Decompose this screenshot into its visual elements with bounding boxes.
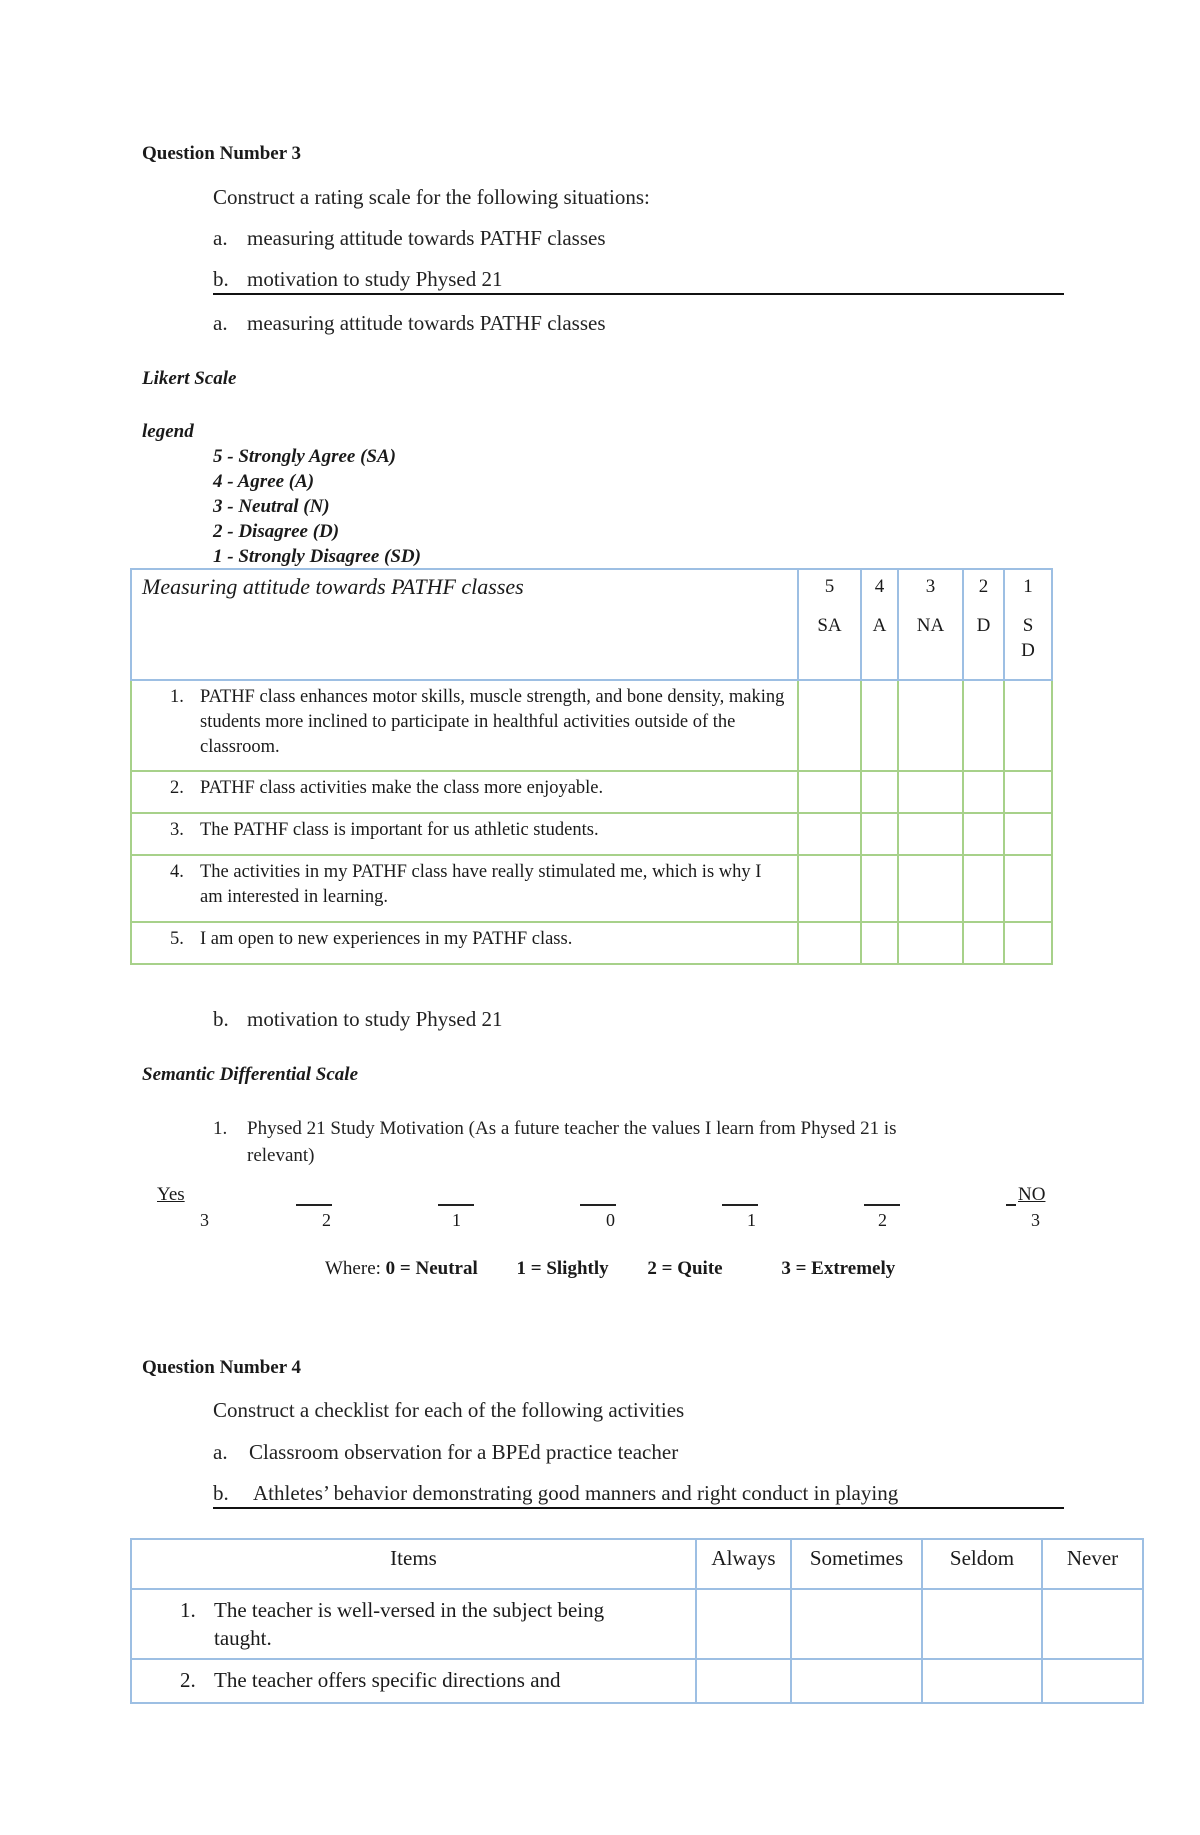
check-cell[interactable] — [791, 1589, 922, 1659]
checklist-item — [131, 1659, 696, 1703]
item-number: 5. — [170, 929, 184, 949]
legend-heading: legend — [142, 421, 194, 442]
table-row — [131, 813, 1052, 855]
rating-cell[interactable] — [963, 922, 1004, 964]
check-cell[interactable] — [791, 1659, 922, 1703]
rating-cell[interactable] — [898, 680, 963, 771]
checklist-header-row — [131, 1539, 1143, 1589]
scale-key — [325, 1258, 895, 1280]
sd-right-anchor: NO — [1018, 1184, 1046, 1205]
rating-cell[interactable] — [898, 922, 963, 964]
sd-item-line1: Physed 21 Study Motivation (As a future teacher the values I learn from Physed 21 is — [247, 1118, 897, 1139]
item-number: 1. — [180, 1598, 196, 1622]
check-cell[interactable] — [696, 1589, 791, 1659]
check-cell[interactable] — [922, 1589, 1042, 1659]
check-cell[interactable] — [696, 1659, 791, 1703]
scale-key-prefix: Where: — [325, 1258, 381, 1279]
sd-number: 1 — [452, 1210, 461, 1230]
check-cell[interactable] — [1042, 1659, 1143, 1703]
table-row — [131, 855, 1052, 922]
column-header: Sometimes — [791, 1539, 922, 1589]
rating-cell[interactable] — [1004, 813, 1052, 855]
item-number: 2. — [180, 1668, 196, 1692]
item-number: 2. — [170, 778, 184, 798]
scale-abbr: D — [976, 615, 991, 636]
q4-item-a — [213, 1440, 678, 1465]
sd-number: 1 — [747, 1210, 756, 1230]
table-row — [131, 1659, 1143, 1703]
q3-item-a — [213, 226, 606, 251]
table-row — [131, 922, 1052, 964]
likert-item — [131, 855, 798, 922]
scale-abbr: A — [872, 615, 887, 636]
rating-cell[interactable] — [861, 680, 898, 771]
list-text: motivation to study Physed 21 — [247, 1007, 503, 1031]
sd-number: 2 — [878, 1210, 887, 1230]
scale-abbr: S D — [1021, 615, 1035, 661]
item-number: 3. — [170, 820, 184, 840]
scale-abbr: NA — [916, 615, 945, 636]
list-text: measuring attitude towards PATHF classes — [247, 226, 606, 250]
item-number: 1. — [170, 687, 184, 707]
question-4-instruction: Construct a checklist for each of the following activities — [213, 1398, 685, 1422]
question-3-instruction: Construct a rating scale for the following situations: — [213, 185, 650, 209]
sd-blank[interactable] — [438, 1204, 474, 1206]
rating-cell[interactable] — [1004, 922, 1052, 964]
rating-cell[interactable] — [861, 922, 898, 964]
scale-number: 4 — [874, 576, 885, 597]
rating-cell[interactable] — [798, 813, 861, 855]
sd-blank[interactable] — [722, 1204, 758, 1206]
sd-item-line2: relevant) — [247, 1145, 315, 1166]
rating-cell[interactable] — [1004, 680, 1052, 771]
rating-cell[interactable] — [798, 680, 861, 771]
list-text: measuring attitude towards PATHF classes — [247, 311, 606, 335]
item-number: 4. — [170, 862, 184, 882]
likert-item — [131, 813, 798, 855]
rating-cell[interactable] — [861, 855, 898, 922]
rating-cell[interactable] — [861, 771, 898, 813]
list-letter: b. — [213, 267, 229, 291]
rating-cell[interactable] — [1004, 771, 1052, 813]
item-text: PATHF class enhances motor skills, muscle strength, and bone density, making students more inclined to participate in healthful activities outside of the classroom. — [200, 687, 785, 757]
table-row — [131, 771, 1052, 813]
list-letter: a. — [213, 1440, 228, 1464]
item-text: PATHF class activities make the class more enjoyable. — [200, 778, 604, 798]
check-cell[interactable] — [1042, 1589, 1143, 1659]
sd-number: 0 — [606, 1210, 615, 1230]
list-text: Classroom observation for a BPEd practice teacher — [249, 1440, 679, 1464]
table-row — [131, 1589, 1143, 1659]
sd-number: 3 — [200, 1210, 209, 1230]
item-text: The teacher offers specific directions and — [214, 1668, 561, 1692]
q4-item-b — [213, 1481, 898, 1506]
column-header: Items — [131, 1539, 696, 1589]
scale-number: 2 — [978, 576, 989, 597]
sd-item — [213, 1115, 897, 1169]
sd-blank[interactable] — [296, 1204, 332, 1206]
likert-scale-heading: Likert Scale — [142, 368, 237, 389]
list-text: motivation to study Physed 21 — [247, 267, 503, 291]
rating-cell[interactable] — [861, 813, 898, 855]
scale-key-item: 2 = Quite — [647, 1258, 723, 1279]
rating-cell[interactable] — [898, 855, 963, 922]
semantic-differential-heading: Semantic Differential Scale — [142, 1064, 359, 1085]
section-divider — [213, 293, 1064, 295]
scale-key-item: 3 = Extremely — [781, 1258, 896, 1279]
likert-table-title: Measuring attitude towards PATHF classes — [131, 569, 798, 680]
legend-item: 4 - Agree (A) — [213, 471, 315, 492]
rating-cell[interactable] — [798, 922, 861, 964]
q3-section-b-heading — [213, 1007, 503, 1032]
scale-number: 1 — [1023, 576, 1033, 597]
column-header: Never — [1042, 1539, 1143, 1589]
list-letter: a. — [213, 311, 228, 335]
list-letter: b. — [213, 1007, 229, 1031]
column-header: Seldom — [922, 1539, 1042, 1589]
scale-header — [861, 569, 898, 680]
rating-cell[interactable] — [1004, 855, 1052, 922]
sd-left-anchor: Yes — [157, 1184, 185, 1205]
rating-cell[interactable] — [798, 771, 861, 813]
sd-number: 2 — [322, 1210, 331, 1230]
rating-cell[interactable] — [898, 813, 963, 855]
rating-cell[interactable] — [898, 771, 963, 813]
scale-header — [798, 569, 861, 680]
scale-number: 5 — [824, 576, 835, 597]
checklist-table — [130, 1538, 1144, 1704]
likert-item — [131, 680, 798, 771]
rating-cell[interactable] — [798, 855, 861, 922]
section-divider — [213, 1507, 1064, 1509]
item-number: 1. — [213, 1118, 228, 1139]
question-4-heading: Question Number 4 — [142, 1357, 302, 1378]
sd-blank[interactable] — [1006, 1204, 1016, 1206]
checklist-item — [131, 1589, 696, 1659]
scale-key-item: 1 = Slightly — [516, 1258, 609, 1279]
sd-blank[interactable] — [864, 1204, 900, 1206]
likert-header-row — [131, 569, 1052, 680]
scale-abbr: SA — [817, 615, 842, 636]
rating-cell[interactable] — [963, 813, 1004, 855]
check-cell[interactable] — [922, 1659, 1042, 1703]
column-header: Always — [696, 1539, 791, 1589]
legend-item: 3 - Neutral (N) — [213, 496, 330, 517]
legend-item: 1 - Strongly Disagree (SD) — [213, 546, 421, 567]
q3-item-b — [213, 267, 503, 292]
sd-number: 3 — [1031, 1210, 1040, 1230]
table-row — [131, 680, 1052, 771]
q3-section-a-heading — [213, 311, 606, 336]
scale-number: 3 — [925, 576, 936, 597]
list-letter: a. — [213, 226, 228, 250]
rating-cell[interactable] — [963, 771, 1004, 813]
rating-cell[interactable] — [963, 680, 1004, 771]
scale-key-item: 0 = Neutral — [385, 1258, 478, 1279]
scale-header — [963, 569, 1004, 680]
legend-item: 2 - Disagree (D) — [213, 521, 340, 542]
item-text: The activities in my PATHF class have really stimulated me, which is why I am interested in learning. — [200, 862, 762, 907]
item-text: The teacher is well-versed in the subject being taught. — [214, 1598, 605, 1650]
likert-table — [130, 568, 1053, 965]
legend-item: 5 - Strongly Agree (SA) — [213, 446, 396, 467]
scale-header — [898, 569, 963, 680]
list-letter: b. — [213, 1481, 229, 1505]
likert-item — [131, 771, 798, 813]
scale-header — [1004, 569, 1052, 680]
question-3-heading: Question Number 3 — [142, 143, 302, 164]
likert-item — [131, 922, 798, 964]
item-text: I am open to new experiences in my PATHF class. — [200, 929, 573, 949]
sd-blank[interactable] — [580, 1204, 616, 1206]
list-text: Athletes’ behavior demonstrating good manners and right conduct in playing — [253, 1481, 899, 1505]
item-text: The PATHF class is important for us athletic students. — [200, 820, 599, 840]
rating-cell[interactable] — [963, 855, 1004, 922]
